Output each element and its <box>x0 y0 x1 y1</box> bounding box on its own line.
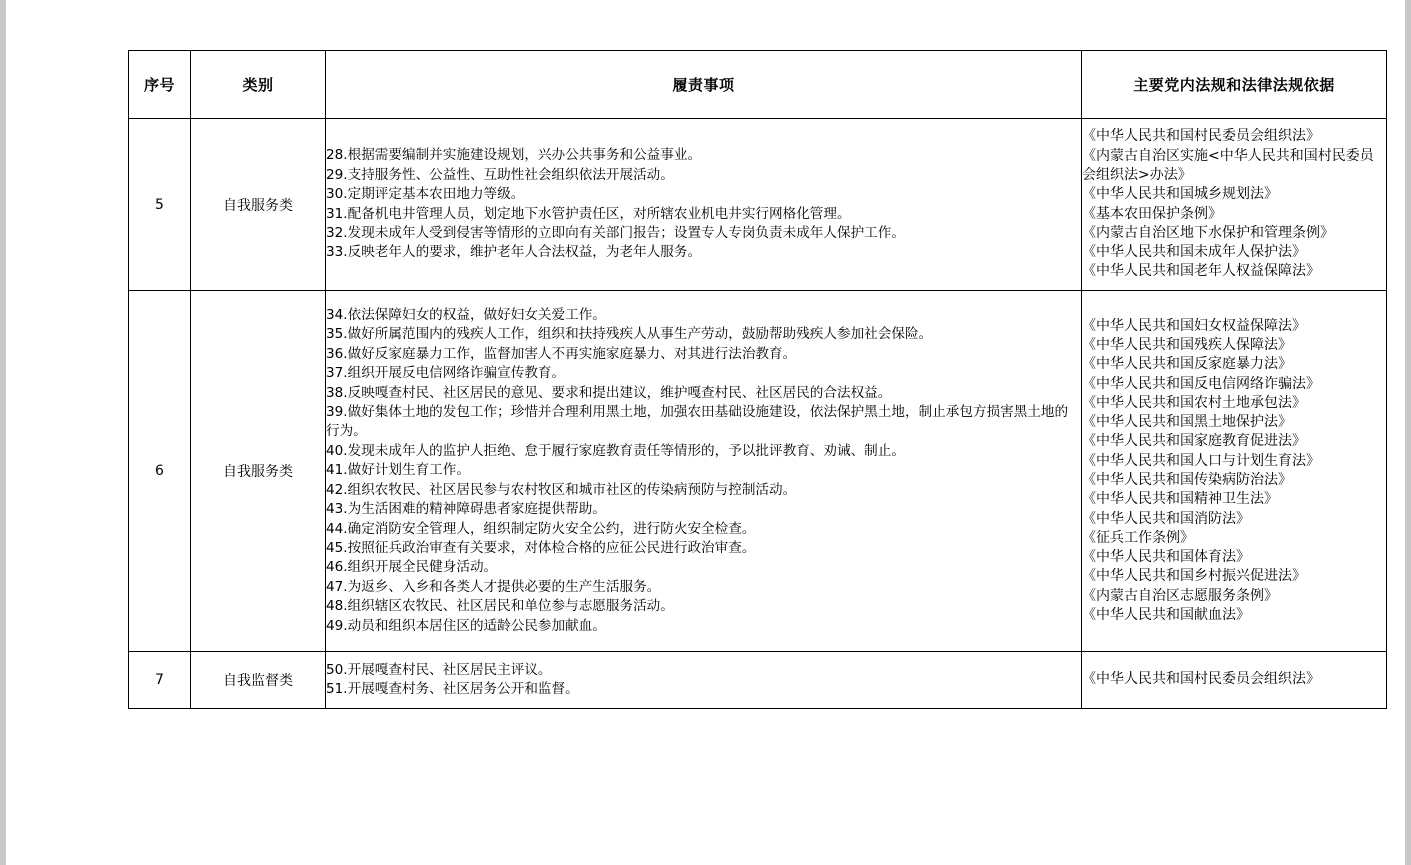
law-reference: 《内蒙古自治区实施<中华人民共和国村民委员会组织法>办法》 <box>1082 147 1374 183</box>
law-reference: 《中华人民共和国精神卫生法》 <box>1082 491 1278 508</box>
row-items <box>326 291 1082 652</box>
table-row <box>129 119 1387 291</box>
law-reference: 《中华人民共和国献血法》 <box>1082 607 1250 624</box>
duty-item: 30.定期评定基本农田地力等级。 <box>326 186 525 203</box>
duty-item: 28.根据需要编制并实施建设规划，兴办公共事务和公益事业。 <box>326 147 702 164</box>
row-num: 5 <box>129 119 191 291</box>
duty-item: 42.组织农牧民、社区居民参与农村牧区和城市社区的传染病预防与控制活动。 <box>326 481 797 498</box>
row-laws <box>1082 119 1387 291</box>
duty-item: 44.确定消防安全管理人，组织制定防火安全公约，进行防火安全检查。 <box>326 520 756 537</box>
row-num: 6 <box>129 291 191 652</box>
law-reference: 《中华人民共和国传染病防治法》 <box>1082 472 1292 488</box>
duty-item: 45.按照征兵政治审查有关要求，对体检合格的应征公民进行政治审查。 <box>326 539 756 556</box>
duty-table <box>128 50 1387 709</box>
law-reference: 《中华人民共和国妇女权益保障法》 <box>1082 317 1306 334</box>
law-reference: 《中华人民共和国乡村振兴促进法》 <box>1082 568 1306 585</box>
duty-item: 35.做好所属范围内的残疾人工作，组织和扶持残疾人从事生产劳动，鼓励帮助残疾人参加社会保险。 <box>326 326 933 343</box>
duty-item: 40.发现未成年人的监护人拒绝、怠于履行家庭教育责任等情形的，予以批评教育、劝诫、制止。 <box>326 442 905 459</box>
duty-item: 29.支持服务性、公益性、互助性社会组织依法开展活动。 <box>326 166 674 183</box>
law-reference: 《中华人民共和国家庭教育促进法》 <box>1082 433 1306 450</box>
duty-item: 39.做好集体土地的发包工作；珍惜并合理利用黑土地，加强农田基础设施建设，依法保护黑土地，制止承包方损害黑土地的行为。 <box>326 404 1069 440</box>
duty-item: 46.组织开展全民健身活动。 <box>326 559 498 576</box>
law-reference: 《中华人民共和国消防法》 <box>1082 510 1250 527</box>
duty-item: 31.配备机电井管理人员，划定地下水管护责任区，对所辖农业机电井实行网格化管理。 <box>326 205 851 222</box>
law-reference: 《中华人民共和国体育法》 <box>1082 549 1250 566</box>
law-reference: 《中华人民共和国反家庭暴力法》 <box>1082 356 1292 373</box>
row-laws <box>1082 652 1387 709</box>
duty-item: 36.做好反家庭暴力工作，监督加害人不再实施家庭暴力、对其进行法治教育。 <box>326 345 797 362</box>
duty-item: 43.为生活困难的精神障碍患者家庭提供帮助。 <box>326 501 606 518</box>
law-reference: 《中华人民共和国未成年人保护法》 <box>1082 244 1306 261</box>
duty-item: 50.开展嘎查村民、社区居民主评议。 <box>326 661 552 678</box>
law-reference: 《中华人民共和国反电信网络诈骗法》 <box>1082 375 1320 392</box>
law-reference: 《中华人民共和国村民委员会组织法》 <box>1082 128 1320 145</box>
law-reference: 《中华人民共和国残疾人保障法》 <box>1082 336 1292 353</box>
row-category: 自我服务类 <box>191 291 326 652</box>
duty-item: 51.开展嘎查村务、社区居务公开和监督。 <box>326 681 579 697</box>
duty-item: 48.组织辖区农牧民、社区居民和单位参与志愿服务活动。 <box>326 598 674 615</box>
law-reference: 《中华人民共和国黑土地保护法》 <box>1082 414 1292 431</box>
header-laws: 主要党内法规和法律法规依据 <box>1082 51 1387 119</box>
document-page <box>6 0 1405 865</box>
viewer-right-margin <box>1405 0 1411 865</box>
law-reference: 《中华人民共和国村民委员会组织法》 <box>1082 671 1320 688</box>
duty-item: 32.发现未成年人受到侵害等情形的立即向有关部门报告；设置专人专岗负责未成年人保护工作。 <box>326 224 905 241</box>
table-row <box>129 652 1387 709</box>
law-reference: 《基本农田保护条例》 <box>1082 205 1222 222</box>
header-items: 履责事项 <box>326 51 1082 119</box>
law-reference: 《内蒙古自治区地下水保护和管理条例》 <box>1082 224 1334 241</box>
law-reference: 《内蒙古自治区志愿服务条例》 <box>1082 587 1278 604</box>
duty-item: 41.做好计划生育工作。 <box>326 462 470 479</box>
duty-item: 47.为返乡、入乡和各类人才提供必要的生产生活服务。 <box>326 578 661 595</box>
law-reference: 《征兵工作条例》 <box>1082 529 1194 546</box>
duty-item: 34.依法保障妇女的权益，做好妇女关爱工作。 <box>326 307 606 324</box>
duty-item: 33.反映老年人的要求，维护老年人合法权益，为老年人服务。 <box>326 244 702 261</box>
header-num: 序号 <box>129 51 191 119</box>
law-reference: 《中华人民共和国农村土地承包法》 <box>1082 394 1306 411</box>
row-category: 自我监督类 <box>191 652 326 709</box>
row-num: 7 <box>129 652 191 709</box>
law-reference: 《中华人民共和国城乡规划法》 <box>1082 186 1278 203</box>
table-header-row <box>129 51 1387 119</box>
law-reference: 《中华人民共和国老年人权益保障法》 <box>1082 263 1320 280</box>
duty-item: 49.动员和组织本居住区的适龄公民参加献血。 <box>326 617 606 634</box>
row-items <box>326 652 1082 709</box>
header-category: 类别 <box>191 51 326 119</box>
law-reference: 《中华人民共和国人口与计划生育法》 <box>1082 452 1320 469</box>
row-laws <box>1082 291 1387 652</box>
row-items <box>326 119 1082 291</box>
duty-item: 37.组织开展反电信网络诈骗宣传教育。 <box>326 365 566 382</box>
duty-item: 38.反映嘎查村民、社区居民的意见、要求和提出建议，维护嘎查村民、社区居民的合法权益。 <box>326 384 892 401</box>
table-row <box>129 291 1387 652</box>
row-category: 自我服务类 <box>191 119 326 291</box>
